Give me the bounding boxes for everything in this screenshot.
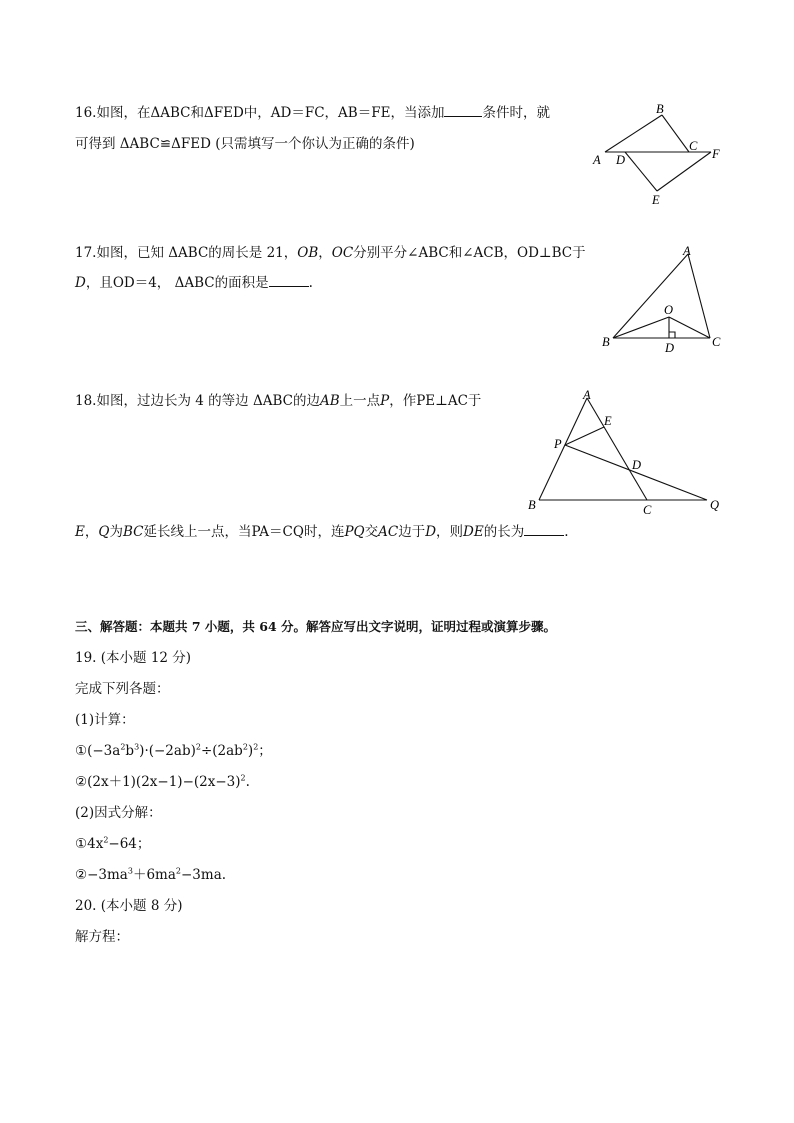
q19-item2-a: ②(2x＋1)(2x−1)−(2x−3) [75, 774, 241, 790]
q20-title: 20. (本小题 8 分) [75, 898, 183, 914]
q17-answer-blank[interactable] [269, 274, 309, 287]
q18-bc: BC [122, 524, 144, 540]
q16-number: 16. [75, 105, 97, 121]
q18-label-d: D [632, 458, 642, 472]
q17-label-c: C [712, 335, 721, 349]
q17-label-a: A [683, 244, 691, 258]
q18-seg-pe [565, 427, 604, 445]
q16-tri1: ΔABC [150, 105, 191, 121]
q16-answer-blank[interactable] [444, 104, 482, 117]
q17-text-c: ，且OD＝4， ΔABC的面积是 [85, 275, 269, 291]
q17-ob: OB [297, 245, 319, 261]
q18-text-c: ，作PE⊥AC于 [389, 393, 482, 409]
q17-label-b: B [602, 335, 610, 349]
q16-label-f: F [712, 147, 720, 161]
q19-item1 [75, 742, 272, 760]
q17-comma: ， [318, 245, 332, 261]
q18-text-b: 上一点 [339, 393, 381, 409]
q16-seg-bc [662, 115, 689, 152]
q18-p: P [380, 393, 390, 409]
q18-ac: AC [378, 524, 399, 540]
q19-item4 [75, 866, 226, 884]
q19-item2-exp: 2 [240, 773, 246, 783]
q19-item4-exp1: 3 [127, 866, 133, 876]
q18-seg-pq [565, 445, 707, 500]
q19-item2 [75, 773, 250, 791]
q19-item1-e: ) [247, 743, 254, 759]
q18-seg-ab [539, 398, 587, 500]
q17-text-b: 分别平分∠ABC和∠ACB，OD⊥BC于 [353, 245, 586, 261]
q19-item4-exp2: 2 [175, 866, 181, 876]
q16-seg-de [625, 152, 657, 191]
q16-text-a: 如图，在 [96, 105, 151, 121]
q18-de: DE [463, 524, 484, 540]
q18-line2 [75, 523, 569, 541]
q19-item4-c: −3ma. [181, 867, 227, 883]
q19-item1-f: ； [258, 743, 272, 759]
q19-part1: (1)计算： [75, 712, 135, 728]
q18-line1 [75, 392, 481, 410]
q16-label-c: C [689, 139, 698, 153]
q17-seg-ac [688, 254, 710, 338]
q16-label-b: B [656, 102, 664, 116]
q19-item1-exp5: 2 [253, 742, 259, 752]
q19-item2-b: . [245, 774, 250, 790]
q17-text-a: 如图，已知 ΔABC的周长是 21， [96, 245, 298, 261]
q17-seg-ob [613, 317, 669, 338]
q17-number: 17. [75, 245, 97, 261]
q18-label-a: A [583, 388, 591, 402]
q17-period: . [308, 275, 313, 291]
q18-period: . [564, 524, 569, 540]
q19-item1-a: ①(−3a [75, 743, 121, 759]
q18-label-c: C [643, 503, 652, 517]
q16-label-d: D [616, 153, 626, 167]
q17-oc: OC [331, 245, 354, 261]
q16-label-e: E [652, 193, 660, 207]
q16-seg-ef [657, 152, 711, 191]
q18-text-d: 为 [109, 524, 123, 540]
q17-d: D [75, 275, 86, 291]
q19-item1-d: ÷(2ab [200, 743, 243, 759]
q18-label-b: B [528, 498, 536, 512]
q18-answer-blank[interactable] [524, 523, 564, 536]
q16-text-c: 条件时，就 [482, 105, 550, 121]
q18-text-e: 延长线上一点，当PA＝CQ时，连 [143, 524, 345, 540]
q19-item3 [75, 835, 150, 853]
q19-item1-exp4: 2 [242, 742, 248, 752]
q19-item3-exp: 2 [103, 835, 109, 845]
q18-text-f: 交 [364, 524, 379, 540]
q18-q: Q [98, 524, 110, 540]
q19-intro: 完成下列各题： [75, 681, 170, 697]
q18-d: D [425, 524, 437, 540]
q19-item1-c: )·(−2ab) [139, 743, 196, 759]
q16-and: 和 [190, 105, 204, 121]
q18-text-a: 如图，过边长为 4 的等边 ΔABC的边 [96, 393, 320, 409]
q18-label-q: Q [710, 498, 720, 512]
q16-line2: 可得到 ΔABC≌ΔFED (只需填写一个你认为正确的条件) [75, 136, 415, 152]
q17-label-d: D [665, 341, 675, 355]
q17-label-o: O [664, 303, 674, 317]
q18-label-e: E [604, 414, 612, 428]
q19-item4-a: ②−3ma [75, 867, 128, 883]
q16-tri2: ΔFED [203, 105, 244, 121]
q18-text-i: 的长为 [483, 524, 525, 540]
q18-figure [522, 386, 732, 521]
q17-right-angle-mark [669, 332, 675, 338]
q18-e: E [75, 524, 85, 540]
q19-item4-b: ＋6ma [132, 867, 176, 883]
q17-line1 [75, 244, 586, 262]
q18-text-h: ，则 [436, 524, 464, 540]
q17-figure [598, 242, 728, 357]
q20-intro: 解方程： [75, 929, 129, 945]
q16-figure [588, 102, 728, 207]
q18-number: 18. [75, 393, 97, 409]
q17-seg-ab [613, 254, 688, 338]
q18-seg-ac [587, 398, 647, 500]
q19-part2: (2)因式分解： [75, 805, 162, 821]
q19-item1-exp3: 2 [195, 742, 201, 752]
q16-label-a: A [593, 153, 601, 167]
q16-text-b: 中，AD＝FC，AB＝FE，当添加 [243, 105, 445, 121]
q19-title: 19. (本小题 12 分) [75, 650, 192, 666]
q19-item1-exp2: 3 [134, 742, 140, 752]
q18-ab: AB [319, 393, 340, 409]
q17-line2 [75, 274, 313, 292]
q18-label-p: P [554, 437, 562, 451]
q19-item3-a: ①4x [75, 836, 104, 852]
section3-heading: 三、解答题：本题共 7 小题，共 64 分。解答应写出文字说明，证明过程或演算步骤。 [75, 619, 557, 634]
q19-item1-b: b [125, 743, 135, 759]
q18-pq: PQ [344, 524, 365, 540]
q19-item1-exp1: 2 [120, 742, 126, 752]
q19-item3-b: −64； [108, 836, 151, 852]
q16-seg-ab [605, 115, 662, 152]
q16-line1 [75, 104, 550, 122]
q18-comma: ， [84, 524, 99, 540]
q18-text-g: 边于 [398, 524, 426, 540]
